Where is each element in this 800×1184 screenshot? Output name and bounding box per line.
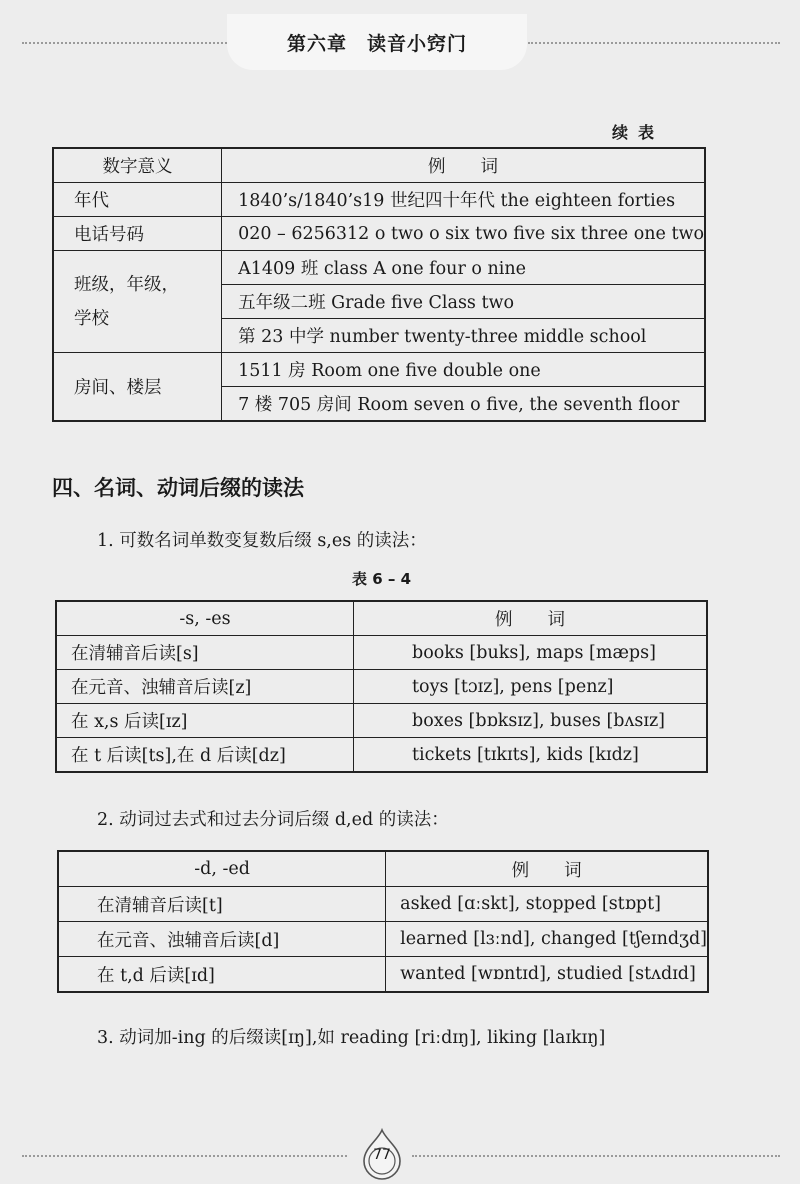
table-header-cell: 例 词 <box>354 601 708 636</box>
table-row <box>56 636 707 670</box>
example-cell: 1511 房 Room one five double one <box>222 353 705 387</box>
table-header-row <box>56 601 707 636</box>
example-cell: 1840’s/1840’s19 世纪四十年代 the eighteen forties <box>222 183 705 217</box>
rule-cell: 在元音、浊辅音后读[d] <box>58 922 386 957</box>
table-header-cell: 例 词 <box>222 148 705 183</box>
rule-cell: 在 t 后读[ts],在 d 后读[dz] <box>56 738 354 773</box>
rule-cell: 在清辅音后读[s] <box>56 636 354 670</box>
header-dotted-rule-left <box>22 42 227 44</box>
example-cell: 五年级二班 Grade five Class two <box>222 285 705 319</box>
past-suffix-table <box>57 850 709 993</box>
table-row <box>53 251 705 285</box>
section-heading: 四、名词、动词后缀的读法 <box>52 476 304 500</box>
example-cell: learned [lɜːnd], changed [tʃeɪndʒd] <box>386 922 708 957</box>
rule-cell: 在清辅音后读[t] <box>58 887 386 922</box>
footer-dotted-rule-right <box>412 1155 780 1157</box>
table-header-row <box>58 851 708 887</box>
example-cell: toys [tɔɪz], pens [penz] <box>354 670 708 704</box>
meaning-cell: 班级，年级， 学校 <box>53 251 222 353</box>
page-number: 77 <box>373 1147 391 1163</box>
rule-cell: 在 x,s 后读[ɪz] <box>56 704 354 738</box>
example-cell: books [buks], maps [mæps] <box>354 636 708 670</box>
table-row <box>58 957 708 993</box>
paragraph-plural-suffix: 1. 可数名词单数变复数后缀 s,es 的读法： <box>97 531 427 551</box>
table-header-cell: -d, -ed <box>58 851 386 887</box>
table-row <box>56 670 707 704</box>
chapter-title: 第六章 读音小窍门 <box>286 32 467 55</box>
table-row <box>56 738 707 773</box>
table-header-cell: -s, -es <box>56 601 354 636</box>
example-cell: A1409 班 class A one four o nine <box>222 251 705 285</box>
table-row <box>53 353 705 387</box>
page-number-badge <box>356 1128 408 1180</box>
table-row <box>58 922 708 957</box>
table-caption: 表 6 – 4 <box>352 570 412 588</box>
number-meaning-table <box>52 147 706 422</box>
paragraph-ing-suffix: 3. 动词加-ing 的后缀读[ɪŋ],如 reading [riːdɪŋ], liking [laɪkɪŋ] <box>97 1028 606 1048</box>
chapter-header <box>227 14 527 70</box>
example-cell: 第 23 中学 number twenty-three middle school <box>222 319 705 353</box>
example-cell: 020 – 6256312 o two o six two five six three one two <box>222 217 705 251</box>
meaning-cell: 电话号码 <box>53 217 222 251</box>
table-row <box>53 217 705 251</box>
example-cell: boxes [bɒksɪz], buses [bʌsɪz] <box>354 704 708 738</box>
footer-dotted-rule-left <box>22 1155 347 1157</box>
table-row <box>56 704 707 738</box>
table-row <box>53 183 705 217</box>
continued-table-label: 续表 <box>612 123 665 142</box>
table-header-cell: 例 词 <box>386 851 708 887</box>
plural-suffix-table <box>55 600 708 773</box>
meaning-cell: 年代 <box>53 183 222 217</box>
table-row <box>58 887 708 922</box>
rule-cell: 在元音、浊辅音后读[z] <box>56 670 354 704</box>
meaning-cell: 房间、楼层 <box>53 353 222 422</box>
table-header-row <box>53 148 705 183</box>
header-dotted-rule-right <box>528 42 780 44</box>
rule-cell: 在 t,d 后读[ɪd] <box>58 957 386 993</box>
table-header-cell: 数字意义 <box>53 148 222 183</box>
example-cell: tickets [tɪkɪts], kids [kɪdz] <box>354 738 708 773</box>
example-cell: wanted [wɒntɪd], studied [stʌdɪd] <box>386 957 708 993</box>
example-cell: asked [ɑːskt], stopped [stɒpt] <box>386 887 708 922</box>
paragraph-past-suffix: 2. 动词过去式和过去分词后缀 d,ed 的读法： <box>97 810 449 830</box>
example-cell: 7 楼 705 房间 Room seven o five, the seventh floor <box>222 387 705 422</box>
